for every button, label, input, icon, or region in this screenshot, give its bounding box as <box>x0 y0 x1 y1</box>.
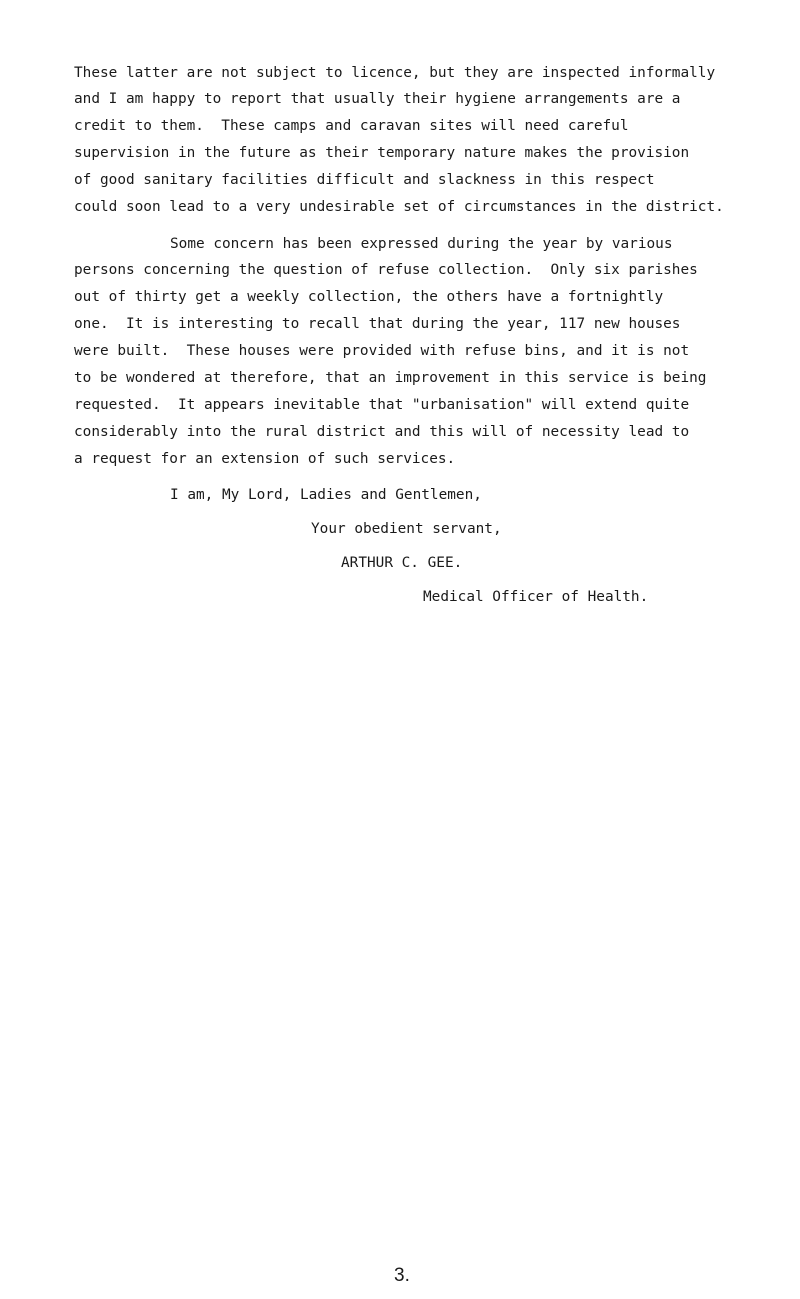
salutation: I am, My Lord, Ladies and Gentlemen, <box>170 487 482 503</box>
paragraph-line: supervision in the future as their temporary nature makes the provision <box>74 145 690 161</box>
paragraph-line: and I am happy to report that usually their hygiene arrangements are a <box>74 91 681 107</box>
paragraph-line: credit to them. These camps and caravan sites will need careful <box>74 118 629 134</box>
paragraph-line: one. It is interesting to recall that during the year, 117 new houses <box>74 316 681 332</box>
paragraph-line: of good sanitary facilities difficult and slackness in this respect <box>74 172 655 188</box>
signature-name: ARTHUR C. GEE. <box>341 555 463 571</box>
paragraph-line: were built. These houses were provided with refuse bins, and it is not <box>74 343 690 359</box>
paragraph-line: could soon lead to a very undesirable set of circumstances in the district. <box>74 199 724 215</box>
signatory-title: Medical Officer of Health. <box>423 589 649 605</box>
paragraph-line: persons concerning the question of refuse collection. Only six parishes <box>74 262 698 278</box>
paragraph-line: a request for an extension of such services. <box>74 451 456 467</box>
paragraph-line: These latter are not subject to licence, but they are inspected informally <box>74 65 716 81</box>
page-number: 3. <box>394 1265 410 1286</box>
paragraph-line: requested. It appears inevitable that "urbanisation" will extend quite <box>74 397 690 413</box>
paragraph-line: considerably into the rural district and this will of necessity lead to <box>74 424 690 440</box>
paragraph-line: to be wondered at therefore, that an improvement in this service is being <box>74 370 707 386</box>
paragraph-line: Some concern has been expressed during the year by various <box>170 236 673 252</box>
valediction: Your obedient servant, <box>311 521 502 537</box>
paragraph-line: out of thirty get a weekly collection, the others have a fortnightly <box>74 289 664 305</box>
